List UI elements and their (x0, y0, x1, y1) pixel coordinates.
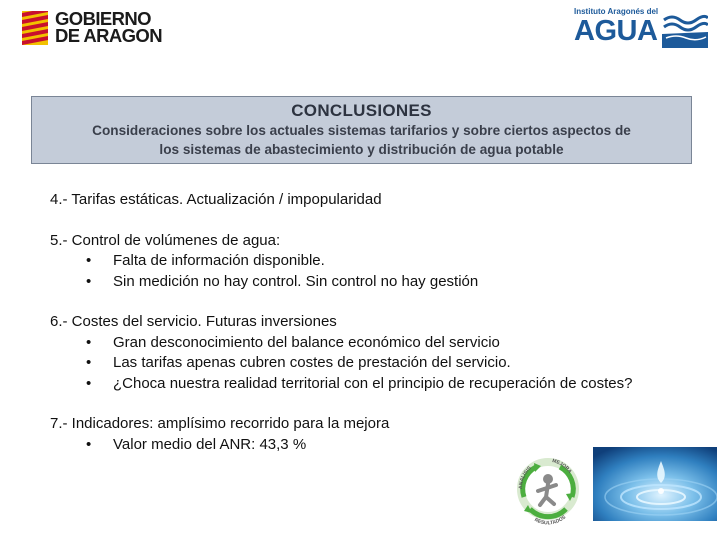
conclusions-list (50, 190, 670, 475)
improvement-cycle-icon (508, 447, 588, 527)
agua-logo-word: AGUA (574, 15, 658, 47)
list-item: • Falta de información disponible. (50, 251, 670, 272)
section-heading: 4.- Tarifas estáticas. Actualización / impopularidad (50, 191, 382, 208)
cycle-label-resultados: RESULTADOS (533, 514, 568, 527)
cycle-label-analisis: ANALISIS (517, 465, 533, 490)
list-item: • Las tarifas apenas cubren costes de prestación del servicio. (50, 353, 670, 374)
bullet: • (86, 272, 92, 290)
gobierno-aragon-logo (22, 8, 172, 46)
title-box (31, 96, 692, 164)
section-heading: 6.- Costes del servicio. Futuras inversiones (50, 313, 337, 330)
title-heading: CONCLUSIONES (291, 101, 432, 120)
list-item: • ¿Choca nuestra realidad territorial con el principio de recuperación de costes? (50, 374, 670, 395)
section-heading: 7.- Indicadores: amplísimo recorrido para la mejora (50, 415, 390, 432)
section-heading: 5.- Control de volúmenes de agua: (50, 231, 281, 249)
agua-logo-institute: Instituto Aragonés del (574, 7, 659, 16)
cycle-label-mejora: MEJORA (551, 458, 573, 475)
gov-logo-line1: GOBIERNO (55, 8, 151, 29)
gov-logo-line2: DE ARAGON (55, 25, 162, 46)
list-item: • Gran desconocimiento del balance económico del servicio (50, 333, 670, 354)
subtitle-line2: los sistemas de abastecimiento y distribución de agua potable (159, 142, 564, 157)
section-4 (50, 190, 670, 211)
section-6 (50, 312, 670, 394)
aragon-flag-icon (22, 11, 48, 45)
bullet: • (86, 252, 92, 269)
bullet: • (86, 374, 92, 392)
list-item: • Sin medición no hay control. Sin control no hay gestión (50, 272, 670, 293)
subtitle-line1: Consideraciones sobre los actuales sistemas tarifarios y sobre ciertos aspectos de (92, 123, 631, 138)
section-5 (50, 231, 670, 293)
list-item: • Valor medio del ANR: 43,3 % (50, 435, 670, 456)
bullet: • (86, 435, 92, 453)
bullet: • (86, 333, 92, 351)
bullet: • (86, 354, 92, 371)
water-waves-icon (662, 10, 708, 48)
instituto-agua-logo (572, 7, 710, 49)
water-drop-image (593, 447, 717, 521)
